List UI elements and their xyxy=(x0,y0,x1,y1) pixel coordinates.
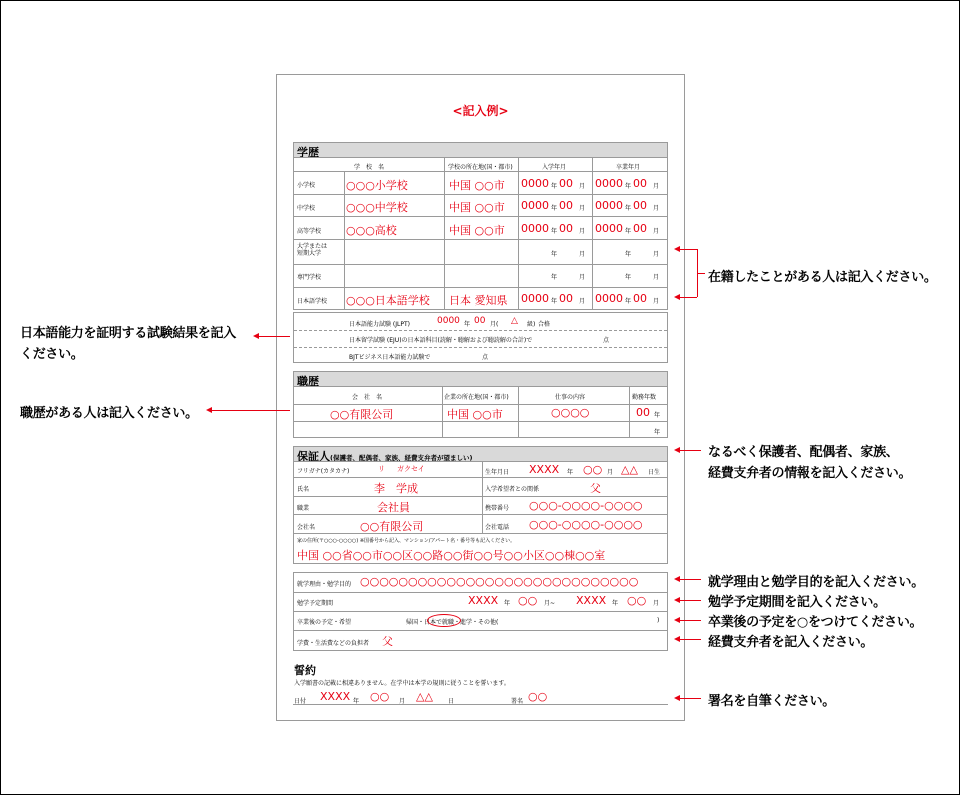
col-years: 勤務年数 xyxy=(632,394,657,401)
furigana-given: ガクセイ xyxy=(397,465,425,473)
enter-month: 00 xyxy=(559,222,573,235)
enter-month: 00 xyxy=(559,177,573,190)
oath-text: 入学願書の記載に相違ありません。在学中は本学の規則に従うことを誓います。 xyxy=(294,680,510,687)
guarantor-header xyxy=(293,446,668,462)
grad-year: 0000 xyxy=(595,222,623,235)
reason-label: 就学理由・勉学目的 xyxy=(297,581,352,588)
birth-day: △△ xyxy=(621,463,638,476)
note-work: 職歴がある人は記入ください。 xyxy=(20,406,198,421)
col-grad-date: 卒業年月 xyxy=(616,164,641,171)
period-end-month: ○○ xyxy=(627,594,647,607)
period-start-month: ○○ xyxy=(518,594,538,607)
note-after: 卒業後の予定を○をつけてください。 xyxy=(708,615,923,630)
period-label: 勉学予定期間 xyxy=(297,600,334,607)
education-table: 学 校 名 学校の所在地(国・都市) 入学年月 卒業年月 小学校 ○○○小学校 中国 ○○市 0000 年 00 月 0000 年 00 月 中学校 ○○○中学校 中国 ○○市 0000 年 00 月 0000 年 00 月 高等学校 ○○○高校 中国 ○○市 0000 年 00 月 0000 年 00 月 大学または 短期大学 年 月 年 月 専門学校 年 月 年 月 日本語学校 ○○○日本語学校 日本 愛知県 0000 年 00 月 0000 年 00 月 xyxy=(293,157,668,310)
jlpt-month: 00 xyxy=(474,316,486,326)
japanese-ability-box: 日本語能力試験 (JLPT) 0000 年 00 月( △ 級) 合格 日本留学試験 (EJU)の日本語科目(読解・聴解および聴読解の合計)で 点 BJTビジネス日本語能力試験で 点 xyxy=(293,312,668,363)
sponsor-label: 学費・生活費などの負担者 xyxy=(297,640,370,647)
birth-label: 生年月日 xyxy=(485,469,510,476)
guarantor-company: ○○有限公司 xyxy=(360,520,424,533)
school-type: 中学校 xyxy=(297,205,316,212)
birth-month: ○○ xyxy=(583,463,603,476)
grad-year: 0000 xyxy=(595,177,623,190)
work-table: 会 社 名 企業の所在地(国・都市) 仕事の内容 勤務年数 ○○有限公司 中国 ○○市 ○○○○ 00 年 年 xyxy=(293,386,668,438)
work-header-label: 職歴 xyxy=(297,375,319,388)
relation-value: 父 xyxy=(590,482,601,495)
enter-month: 00 xyxy=(559,292,573,305)
form-title: <記入例> xyxy=(452,104,509,118)
school-location-value: 中国 ○○市 xyxy=(449,201,505,214)
application-form: <記入例> 学歴 学 校 名 学校の所在地(国・都市) 入学年月 卒業年月 小学校 ○○○小学校 中国 ○○市 0000 年 00 月 0000 年 00 月 中学校 ○○○中学校 中国 ○○市 0000 年 00 月 0000 年 00 月 高等学校 ○○○高校 中国 ○○市 0000 年 00 月 0000 年 00 月 大学または 短期大学 年 月 年 月 専門学校 年 月 年 月 日本語学校 ○○○日本語学校 日本 愛知県 0000 年 00 月 0000 年 00 月 日本語能力試験 (JLPT) 0000 年 00 月( △ 級) 合格 日本留学試験 (EJU)の日本語科目(読解・聴解および聴読解の合計)で 点 BJTビジネス日本語能力試験で 点 職歴 会 社 名 企業の所在地(国・都市) 仕事の内容 勤務年数 ○○有限公司 中国 ○○市 ○○○○ 00 年 年 保証人(保護者、配偶者、家族、経費支弁者が望ましい) フリガナ(カタカナ) リ ガクセイ 生年月日 XXXX 年 ○○ 月 △△ 日生 氏名 李 学成 入学希望者との関係 父 職業 会社員 携帯番号 ○○○-○○○○-○○○○ 会社名 ○○有限公司 会社電話 ○○○-○○○○-○○○○ 家の住所(〒○○○-○○○○) ※国番号から記入、マンション/アパート名・番号等も記入ください。 中国 ○○省○○市○○区○○路○○街○○号○○小区○○棟○○室 就学理由・勉学目的 ○○○○○○○○○○○○○○○○○○○○○○○○○○○○○ 勉学予定期間 XXXX 年 ○○ 月~ XXXX 年 ○○ 月 卒業後の予定・希望 帰国・日本で就職・進学・その他( ) 学費・生活費などの負担者 父 誓約 入学願書の記載に相違ありません。在学中は本学の規則に従うことを誓います。 日付 XXXX 年 ○○ 月 △△ 日 署名 ○○ xyxy=(276,74,685,721)
school-name-value: ○○○高校 xyxy=(346,224,397,237)
note-japanese-ability-2: ください。 xyxy=(20,347,84,362)
address-label: 家の住所(〒○○○-○○○○) ※国番号から記入、マンション/アパート名・番号等も記入ください。 xyxy=(297,538,516,544)
jlpt-level: △ xyxy=(511,316,518,326)
company-value: ○○有限公司 xyxy=(330,408,394,421)
selected-option-circle xyxy=(427,614,461,627)
company-label: 会社名 xyxy=(297,524,316,531)
enter-year: 0000 xyxy=(521,199,549,212)
note-reason: 就学理由と勉学目的を記入ください。 xyxy=(708,575,924,590)
note-guarantor-1: なるべく保護者、配偶者、家族、 xyxy=(708,445,899,460)
eju-label: 日本留学試験 (EJU)の日本語科目(読解・聴解および聴読解の合計)で xyxy=(349,337,533,344)
enter-year: 0000 xyxy=(521,292,549,305)
date-year: XXXX xyxy=(320,690,351,703)
job-value: ○○○○ xyxy=(551,406,590,419)
note-period: 勉学予定期間を記入ください。 xyxy=(708,595,886,610)
guarantor-header-label: 保証人(保護者、配偶者、家族、経費支弁者が望ましい) xyxy=(297,450,473,463)
school-type: 大学または 短期大学 xyxy=(297,243,328,257)
school-type: 高等学校 xyxy=(297,228,322,235)
mobile-label: 携帯番号 xyxy=(485,505,510,512)
enter-year: 0000 xyxy=(521,222,549,235)
guarantor-header-sub: (保護者、配偶者、家族、経費支弁者が望ましい) xyxy=(330,454,473,462)
bjt-label: BJTビジネス日本語能力試験で xyxy=(349,354,431,361)
purpose-table: 就学理由・勉学目的 ○○○○○○○○○○○○○○○○○○○○○○○○○○○○○ 勉学予定期間 XXXX 年 ○○ 月~ XXXX 年 ○○ 月 卒業後の予定・希望 帰国・日本で就職・進学・その他( ) 学費・生活費などの負担者 父 xyxy=(293,572,668,651)
grad-month: 00 xyxy=(633,292,647,305)
school-type: 日本語学校 xyxy=(297,298,328,305)
grad-year: 0000 xyxy=(595,292,623,305)
date-label: 日付 xyxy=(294,698,307,705)
arrow-head xyxy=(206,407,212,413)
school-type: 小学校 xyxy=(297,182,316,189)
relation-label: 入学希望者との関係 xyxy=(485,486,540,493)
guarantor-name: 李 学成 xyxy=(374,482,418,495)
enter-year: 0000 xyxy=(521,177,549,190)
period-end-year: XXXX xyxy=(576,594,607,607)
school-location-value: 中国 ○○市 xyxy=(449,224,505,237)
col-company: 会 社 名 xyxy=(352,394,383,401)
name-label: 氏名 xyxy=(297,486,310,493)
grad-year: 0000 xyxy=(595,199,623,212)
school-name-value: ○○○小学校 xyxy=(346,179,408,192)
sign-label: 署名 xyxy=(511,698,524,705)
grad-month: 00 xyxy=(633,199,647,212)
col-enter-date: 入学年月 xyxy=(542,164,567,171)
date-day: △△ xyxy=(416,690,433,703)
company-phone-value: ○○○-○○○○-○○○○ xyxy=(529,518,643,531)
col-school-location: 学校の所在地(国・都市) xyxy=(448,164,513,171)
school-type: 専門学校 xyxy=(297,274,322,281)
oath-header: 誓約 xyxy=(294,664,316,677)
guarantor-job: 会社員 xyxy=(377,501,410,514)
note-japanese-ability-1: 日本語能力を証明する試験結果を記入 xyxy=(20,326,236,341)
arrow-head xyxy=(253,333,259,339)
company-location-value: 中国 ○○市 xyxy=(447,408,503,421)
work-header xyxy=(293,371,668,387)
sign-value: ○○ xyxy=(528,690,548,703)
school-name-value: ○○○日本語学校 xyxy=(346,294,430,307)
note-enrolled: 在籍したことがある人は記入ください。 xyxy=(708,270,937,285)
school-name-value: ○○○中学校 xyxy=(346,201,408,214)
furigana-label: フリガナ(カタカナ) xyxy=(297,468,350,475)
birth-year: XXXX xyxy=(529,463,560,476)
note-sponsor: 経費支弁者を記入ください。 xyxy=(708,635,874,650)
date-month: ○○ xyxy=(370,690,390,703)
col-company-location: 企業の所在地(国・都市) xyxy=(444,394,509,401)
col-job: 仕事の内容 xyxy=(555,394,586,401)
col-school-name: 学 校 名 xyxy=(354,164,385,171)
years-value: 00 xyxy=(636,406,650,419)
job-label: 職業 xyxy=(297,505,310,512)
sponsor-value: 父 xyxy=(382,635,393,648)
jlpt-label: 日本語能力試験 (JLPT) xyxy=(349,321,410,328)
reason-value: ○○○○○○○○○○○○○○○○○○○○○○○○○○○○○ xyxy=(360,575,639,588)
jlpt-pass: 合格 xyxy=(538,321,551,328)
grad-month: 00 xyxy=(633,222,647,235)
note-guarantor-2: 経費支弁者の情報を記入ください。 xyxy=(708,466,912,481)
guarantor-table: フリガナ(カタカナ) リ ガクセイ 生年月日 XXXX 年 ○○ 月 △△ 日生 氏名 李 学成 入学希望者との関係 父 職業 会社員 携帯番号 ○○○-○○○○-○○○○ 会社名 ○○有限公司 会社電話 ○○○-○○○○-○○○○ 家の住所(〒○○○-○○○○) ※国番号から記入、マンション/アパート名・番号等も記入ください。 中国 ○○省○○市○○区○○路○○街○○号○○小区○○棟○○室 xyxy=(293,461,668,564)
education-header xyxy=(293,142,668,158)
mobile-value: ○○○-○○○○-○○○○ xyxy=(529,499,643,512)
school-location-value: 日本 愛知県 xyxy=(449,294,508,307)
school-location-value: 中国 ○○市 xyxy=(449,179,505,192)
furigana-family: リ xyxy=(378,465,385,473)
address-value: 中国 ○○省○○市○○区○○路○○街○○号○○小区○○棟○○室 xyxy=(297,549,606,562)
company-phone-label: 会社電話 xyxy=(485,524,510,531)
period-start-year: XXXX xyxy=(468,594,499,607)
jlpt-year: 0000 xyxy=(437,316,460,326)
grad-month: 00 xyxy=(633,177,647,190)
enter-month: 00 xyxy=(559,199,573,212)
after-options: 帰国・日本で就職・進学・その他( xyxy=(406,619,499,626)
note-sign: 署名を自筆ください。 xyxy=(708,694,836,709)
education-header-label: 学歴 xyxy=(297,146,319,159)
after-label: 卒業後の予定・希望 xyxy=(297,619,352,626)
